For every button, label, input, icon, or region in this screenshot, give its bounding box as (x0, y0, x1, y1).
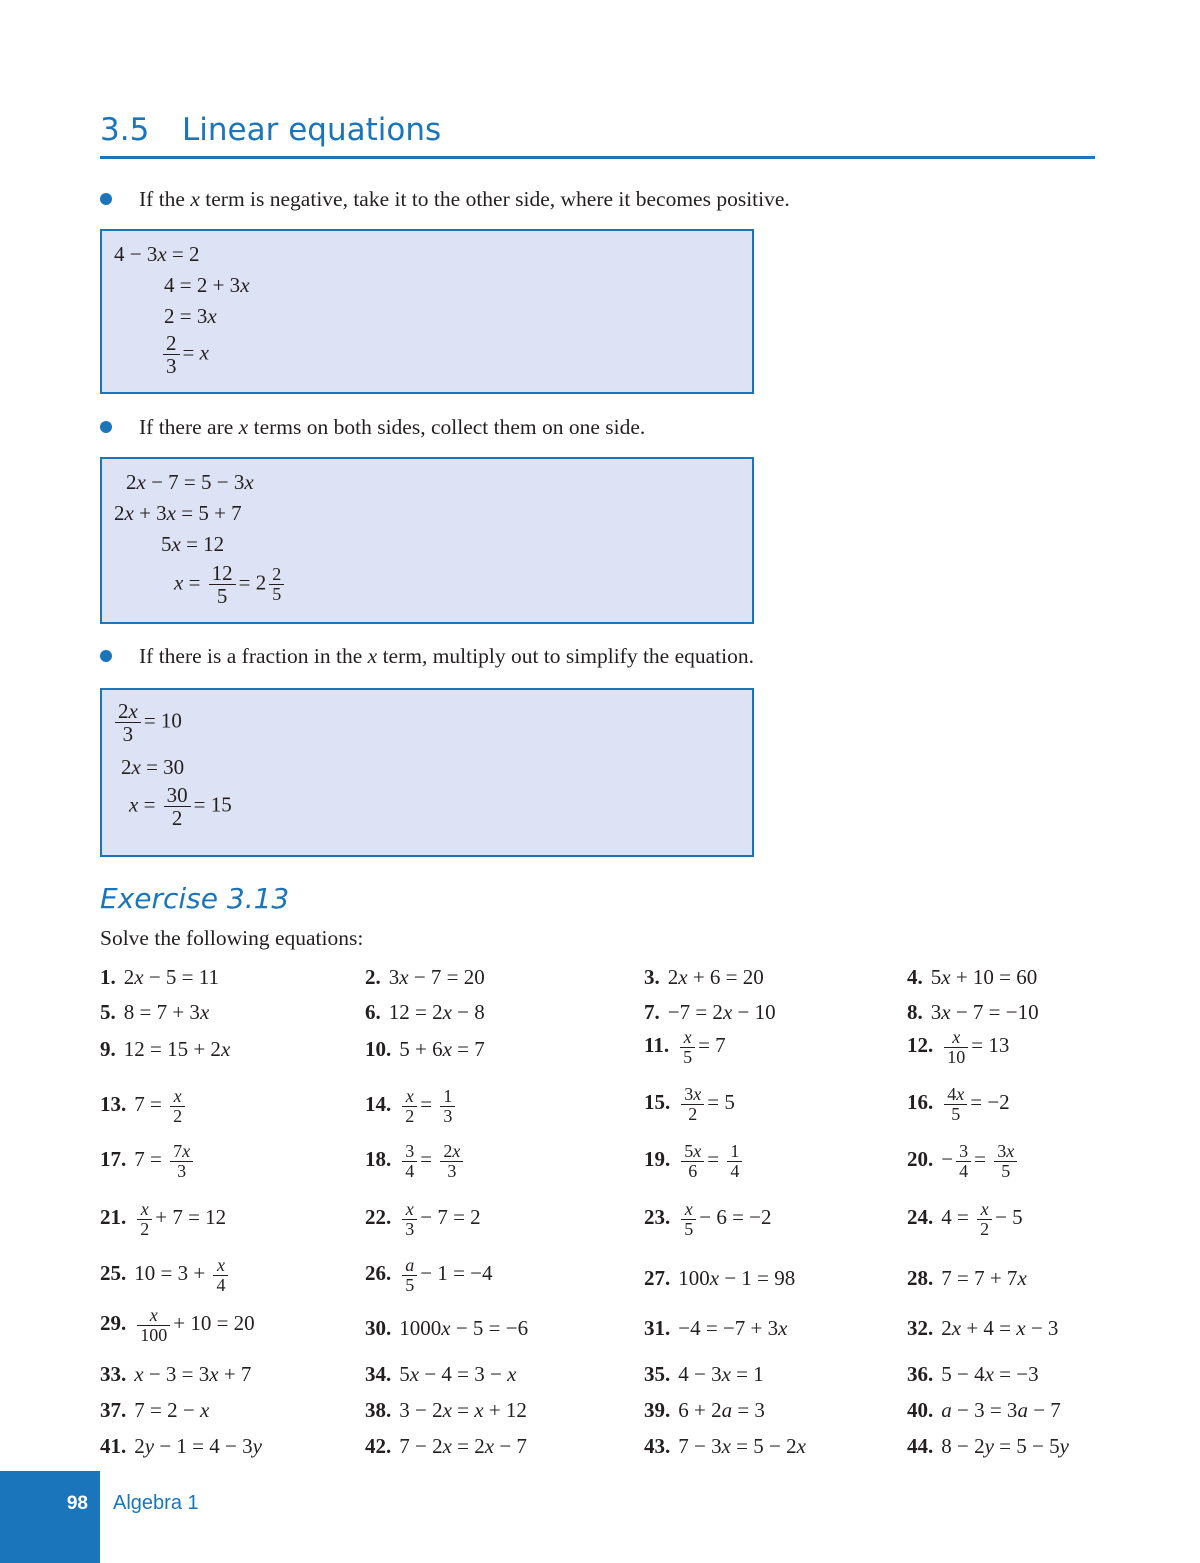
equation-line: $\frac{2x}{3}$ = 10 (112, 700, 182, 745)
question: 12. $\frac{x}{10}$ = 13 (907, 1027, 1010, 1067)
question: 10. 5 + 6x = 7 (365, 1037, 485, 1061)
worked-example-box (100, 688, 754, 857)
question: 4. 5x + 10 = 60 (907, 965, 1038, 989)
question: 36. 5 − 4x = −3 (907, 1362, 1039, 1386)
equation-line: x = $\frac{12}{5}$ = 2 $\frac{2}{5}$ (174, 562, 287, 607)
worked-example-box (100, 229, 754, 394)
equation-line: 4 = 2 + 3x (164, 273, 250, 297)
question: 15. $\frac{3x}{2}$ = 5 (644, 1084, 735, 1124)
question: 31. −4 = −7 + 3x (644, 1316, 788, 1340)
equation-line: $\frac{2}{3}$ = x (160, 332, 209, 377)
bullet-dot (100, 193, 112, 205)
question: 21. $\frac{x}{2}$ + 7 = 12 (100, 1199, 227, 1239)
question: 19. $\frac{5x}{6}$ = $\frac{1}{4}$ (644, 1142, 745, 1181)
question: 26. $\frac{a}{5}$ − 1 = −4 (365, 1255, 493, 1295)
question: 3. 2x + 6 = 20 (644, 965, 764, 989)
question: 34. 5x − 4 = 3 − x (365, 1362, 517, 1386)
bullet-text: If there is a fraction in the x term, multiply out to simplify the equation. (139, 644, 754, 668)
question: 7. −7 = 2x − 10 (644, 1000, 776, 1024)
exercise-title: Exercise 3.13 (100, 882, 290, 915)
bullet-dot (100, 650, 112, 662)
page-number: 98 (66, 1493, 88, 1514)
equation-line: x = $\frac{30}{2}$ = 15 (129, 783, 232, 831)
question: 16. $\frac{4x}{5}$ = −2 (907, 1084, 1010, 1124)
equation-line: 2x + 3x = 5 + 7 (114, 501, 242, 525)
question: 29. $\frac{x}{100}$ + 10 = 20 (100, 1305, 255, 1345)
question: 38. 3 − 2x = x + 12 (365, 1398, 527, 1422)
section-title: Linear equations (182, 112, 442, 148)
question: 35. 4 − 3x = 1 (644, 1362, 764, 1386)
question: 37. 7 = 2 − x (100, 1398, 210, 1422)
question: 8. 3x − 7 = −10 (907, 1000, 1039, 1024)
equation-line: 2x − 7 = 5 − 3x (126, 470, 254, 494)
question: 9. 12 = 15 + 2x (100, 1037, 231, 1061)
bullet-text: If there are x terms on both sides, collect them on one side. (139, 415, 646, 439)
heading-rule (100, 156, 1095, 159)
question: 30. 1000x − 5 = −6 (365, 1316, 529, 1340)
question: 17. 7 = $\frac{7x}{3}$ (100, 1142, 196, 1181)
question: 44. 8 − 2y = 5 − 5y (907, 1434, 1069, 1458)
exercise-instruction: Solve the following equations: (100, 926, 364, 950)
question: 24. 4 = $\frac{x}{2}$ − 5 (907, 1199, 1023, 1239)
question: 20. − $\frac{3}{4}$ = $\frac{3x}{5}$ (907, 1142, 1020, 1181)
equation-line: 2 = 3x (164, 304, 217, 328)
question: 32. 2x + 4 = x − 3 (907, 1316, 1059, 1340)
question: 6. 12 = 2x − 8 (365, 1000, 485, 1024)
question: 40. a − 3 = 3a − 7 (907, 1398, 1061, 1422)
question: 33. x − 3 = 3x + 7 (100, 1362, 252, 1386)
question: 11. $\frac{x}{5}$ = 7 (644, 1027, 726, 1067)
bullet-text: If the x term is negative, take it to the other side, where it becomes positive. (139, 187, 790, 211)
question: 22. $\frac{x}{3}$ − 7 = 2 (365, 1199, 481, 1239)
equation-line: 4 − 3x = 2 (114, 242, 200, 266)
question: 1. 2x − 5 = 11 (100, 965, 219, 989)
equation-line: 2x = 30 (121, 755, 185, 779)
question: 41. 2y − 1 = 4 − 3y (100, 1434, 262, 1458)
question: 43. 7 − 3x = 5 − 2x (644, 1434, 806, 1458)
section-number: 3.5 (100, 112, 150, 148)
question: 14. $\frac{x}{2}$ = $\frac{1}{3}$ (365, 1087, 458, 1126)
question: 28. 7 = 7 + 7x (907, 1266, 1027, 1290)
question: 23. $\frac{x}{5}$ − 6 = −2 (644, 1199, 772, 1239)
question: 42. 7 − 2x = 2x − 7 (365, 1434, 527, 1458)
running-footer-title: Algebra 1 (113, 1492, 199, 1514)
section-heading (100, 112, 441, 148)
worked-example-box (100, 457, 754, 624)
bullet-dot (100, 421, 112, 433)
question: 25. 10 = 3 + $\frac{x}{4}$ (100, 1256, 231, 1295)
question: 18. $\frac{3}{4}$ = $\frac{2x}{3}$ (365, 1142, 466, 1181)
equation-line: 5x = 12 (161, 532, 225, 556)
question: 39. 6 + 2a = 3 (644, 1398, 765, 1422)
footer-tab (0, 1471, 100, 1563)
question: 13. 7 = $\frac{x}{2}$ (100, 1087, 188, 1126)
question: 27. 100x − 1 = 98 (644, 1266, 796, 1290)
question: 2. 3x − 7 = 20 (365, 965, 485, 989)
question: 5. 8 = 7 + 3x (100, 1000, 210, 1024)
